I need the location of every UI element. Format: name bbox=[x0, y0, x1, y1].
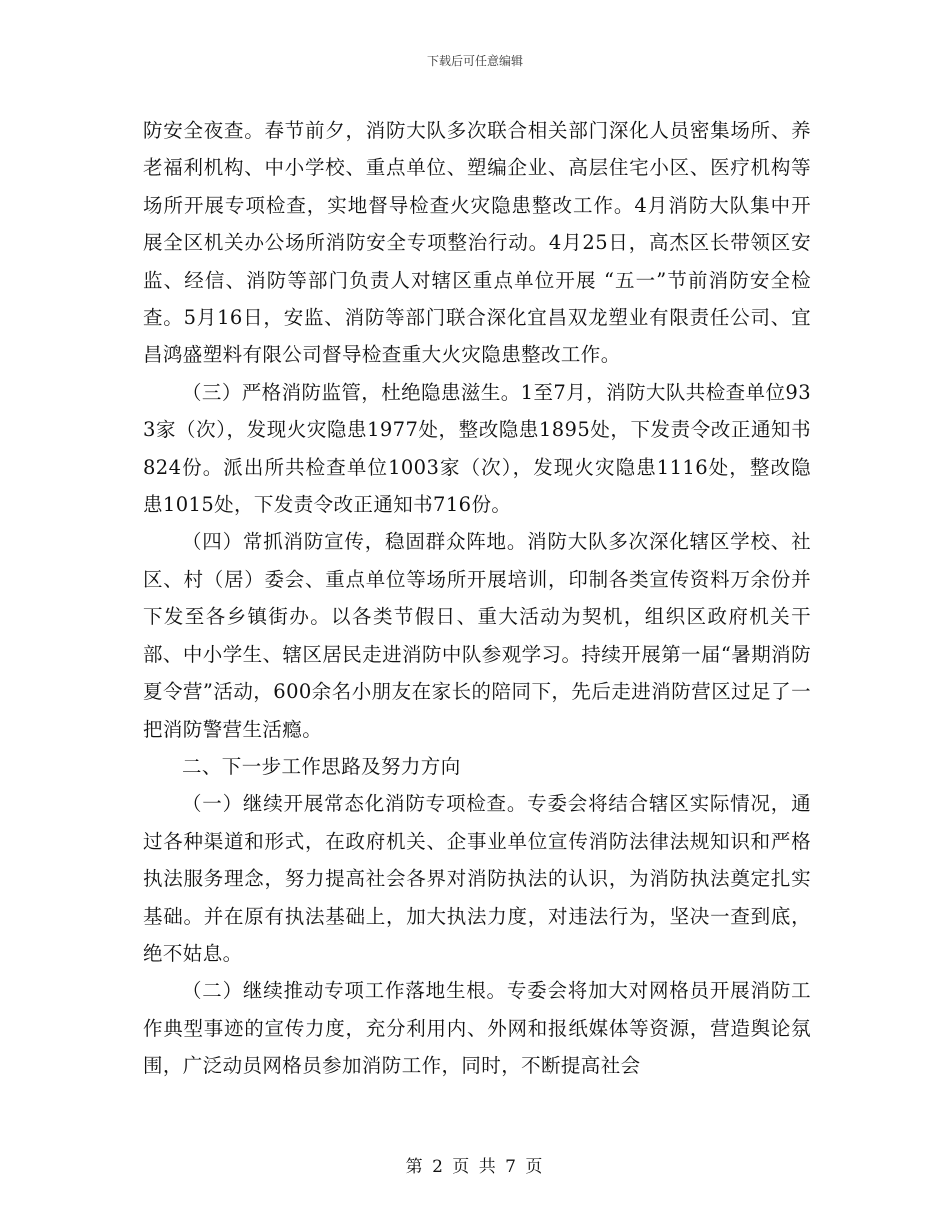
paragraph-4: （一）继续开展常态化消防专项检查。专委会将结合辖区实际情况，通过各种渠道和形式，在政府机关、企事业单位宣传消防法律法规知识和严格执法服务理念，努力提高社会各界对消防执法的认识，为消防执法奠定扎实基础。并在原有执法基础上，加大执法力度，对违法行为，坚决一查到底，绝不姑息。 bbox=[143, 792, 811, 965]
page-footer: 第 2 页 共 7 页 bbox=[405, 1157, 545, 1177]
paragraph-3: （四）常抓消防宣传，稳固群众阵地。消防大队多次深化辖区学校、社区、村（居）委会、重点单位等场所开展培训，印制各类宣传资料万余份并下发至各乡镇街办。以各类节假日、重大活动为契机，组织区政府机关干部、中小学生、辖区居民走进消防中队参观学习。持续开展第一届“暑期消防夏令营”活动，600余名小朋友在家长的陪同下，先后走进消防营区过足了一把消防警营生活瘾。 bbox=[143, 530, 811, 741]
document-body bbox=[143, 112, 811, 1085]
paragraph-5: （二）继续推动专项工作落地生根。专委会将加大对网格员开展消防工作典型事迹的宣传力度，充分利用内、外网和报纸媒体等资源，营造舆论氛围，广泛动员网格员参加消防工作，同时，不断提高社会 bbox=[143, 979, 811, 1078]
page-header: 下载后可任意编辑 bbox=[426, 54, 523, 68]
section-heading: 二、下一步工作思路及努力方向 bbox=[182, 754, 461, 778]
paragraph-1: 防安全夜查。春节前夕，消防大队多次联合相关部门深化人员密集场所、养老福利机构、中小学校、重点单位、塑编企业、高层住宅小区、医疗机构等场所开展专项检查，实地督导检查火灾隐患整改工作。4月消防大队集中开展全区机关办公场所消防安全专项整治行动。4月25日，高杰区长带领区安监、经信、消防等部门负责人对辖区重点单位开展 “五一”节前消防安全检查。5月16日，安监、消防等部门联合深化宜昌双龙塑业有限责任公司、宜昌鸿盛塑料有限公司督导检查重大火灾隐患整改工作。 bbox=[143, 119, 811, 367]
paragraph-2: （三）严格消防监管，杜绝隐患滋生。1至7月，消防大队共检查单位933家（次），发现火灾隐患1977处，整改隐患1895处，下发责令改正通知书824份。派出所共检查单位1003家（次），发现火灾隐患1116处，整改隐患1015处，下发责令改正通知书716份。 bbox=[143, 380, 811, 517]
